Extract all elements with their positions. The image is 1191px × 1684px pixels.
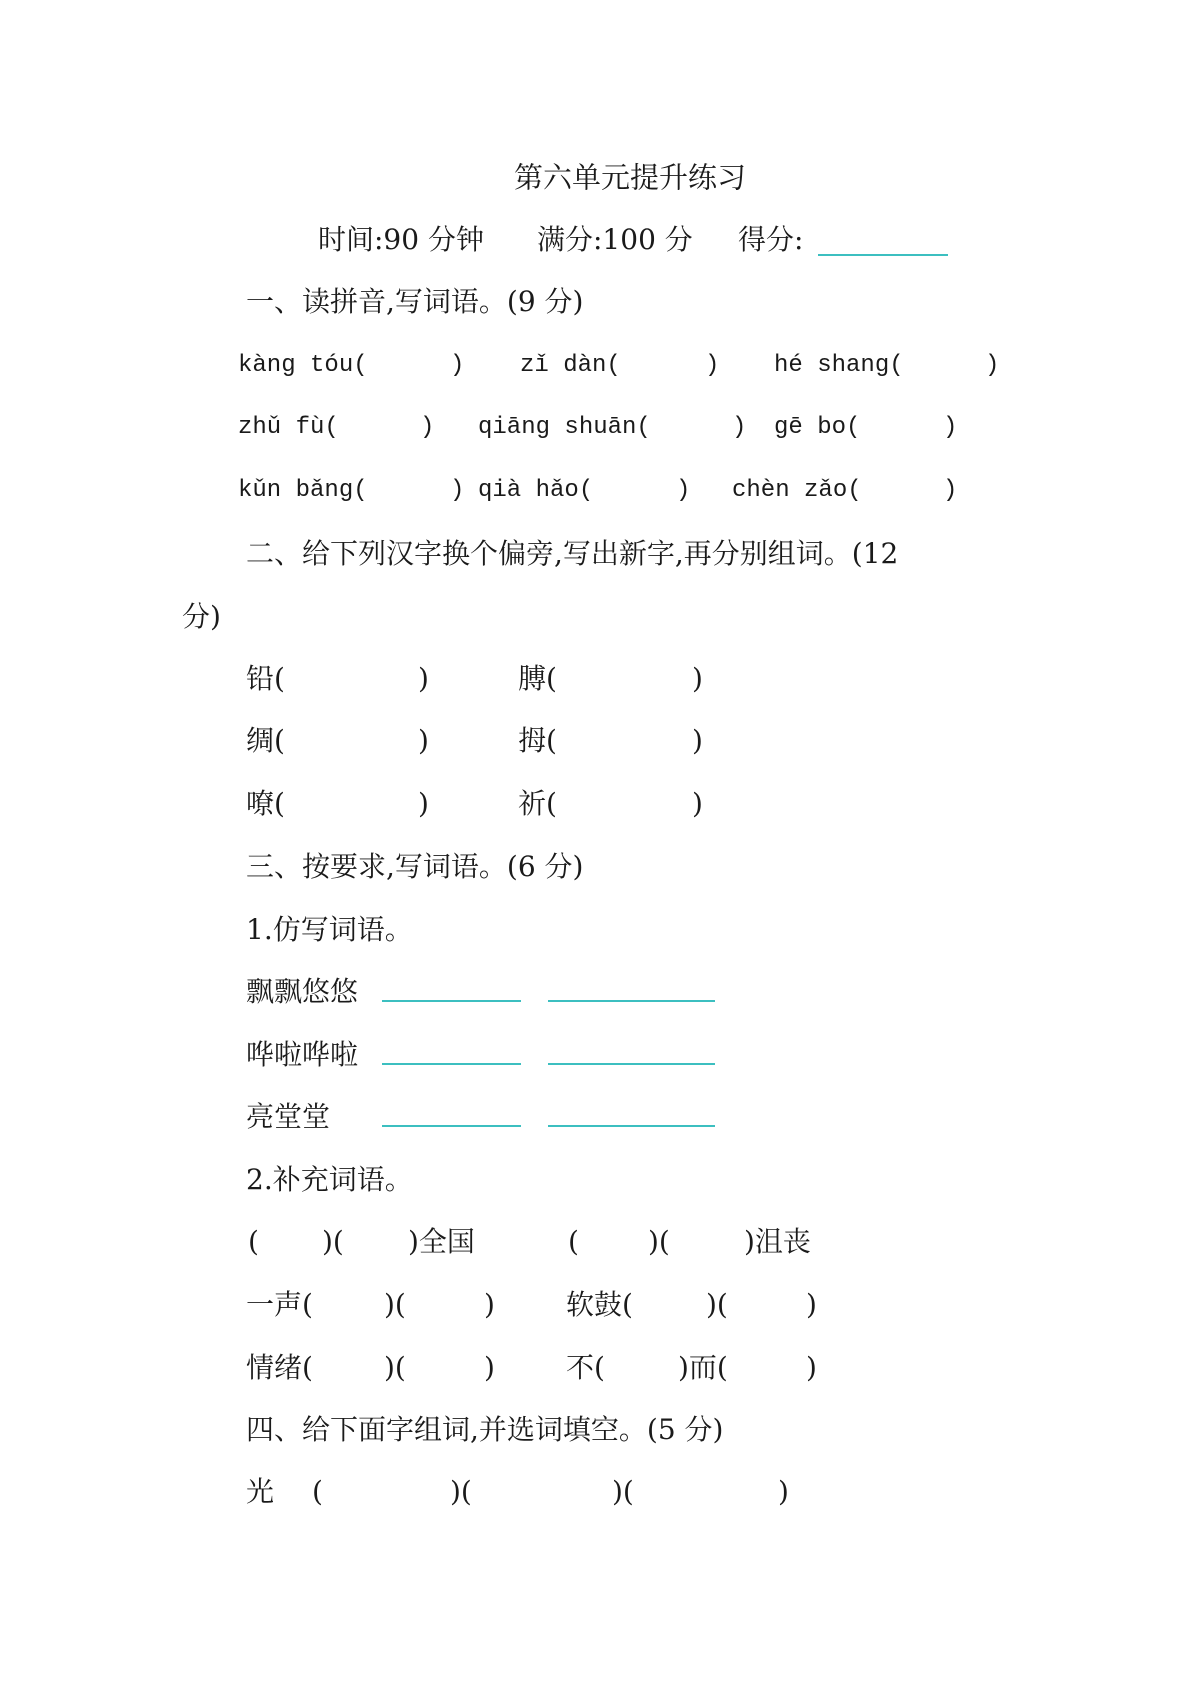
fill-blank-close[interactable]: ): [778, 1475, 789, 1508]
section1-heading: 一、读拼音,写词语。(9 分): [246, 285, 584, 318]
section3-heading: 三、按要求,写词语。(6 分): [246, 850, 584, 883]
pinyin-item: qià hǎo(: [478, 477, 594, 504]
answer-blank-close[interactable]: ): [450, 352, 465, 379]
example-word: 哗啦哗啦: [246, 1038, 359, 1071]
fill-blank[interactable]: )而(: [678, 1351, 728, 1384]
idiom-prefix: 不(: [566, 1351, 605, 1384]
char-item: 膊(: [518, 662, 557, 695]
fill-blank[interactable]: ): [806, 1288, 817, 1321]
full-score-label: 满分:100 分: [537, 223, 693, 256]
fill-blank[interactable]: (: [312, 1475, 323, 1508]
idiom-prefix: 软鼓(: [566, 1288, 633, 1321]
pinyin-item: zǐ dàn(: [520, 352, 621, 379]
answer-line[interactable]: [382, 1000, 521, 1002]
fill-blank[interactable]: )(: [322, 1225, 344, 1258]
pinyin-item: chèn zǎo(: [732, 477, 862, 504]
pinyin-item: gē bo(: [774, 414, 861, 441]
char-item: 铅(: [246, 662, 285, 695]
part1-label: 1.仿写词语。: [246, 913, 413, 946]
answer-blank-close[interactable]: ): [692, 662, 703, 695]
answer-line[interactable]: [548, 1125, 715, 1127]
answer-blank-close[interactable]: ): [705, 352, 720, 379]
fill-blank[interactable]: )(: [706, 1288, 728, 1321]
answer-blank-close[interactable]: ): [985, 352, 1000, 379]
base-char: 光: [246, 1475, 275, 1508]
fill-blank[interactable]: (: [248, 1225, 259, 1258]
example-word: 亮堂堂: [246, 1100, 331, 1133]
fill-blank[interactable]: )(: [384, 1288, 406, 1321]
score-field[interactable]: [818, 254, 948, 256]
answer-line[interactable]: [382, 1063, 521, 1065]
idiom-prefix: 一声(: [246, 1288, 313, 1321]
answer-blank-close[interactable]: ): [943, 477, 958, 504]
pinyin-item: qiāng shuān(: [478, 414, 651, 441]
answer-blank-close[interactable]: ): [418, 662, 429, 695]
char-item: 绸(: [246, 724, 285, 757]
score-label: 得分:: [738, 223, 804, 256]
answer-blank-close[interactable]: ): [420, 414, 435, 441]
fill-blank[interactable]: )(: [648, 1225, 670, 1258]
answer-blank-close[interactable]: ): [418, 787, 429, 820]
answer-blank-close[interactable]: ): [732, 414, 747, 441]
example-word: 飘飘悠悠: [246, 975, 359, 1008]
pinyin-item: kàng tóu(: [238, 352, 368, 379]
section4-heading: 四、给下面字组词,并选词填空。(5 分): [246, 1413, 724, 1446]
pinyin-item: hé shang(: [774, 352, 904, 379]
answer-line[interactable]: [382, 1125, 521, 1127]
pinyin-item: kǔn bǎng(: [238, 477, 368, 504]
fill-blank[interactable]: (: [568, 1225, 579, 1258]
pinyin-item: zhǔ fù(: [238, 414, 339, 441]
part2-label: 2.补充词语。: [246, 1163, 413, 1196]
answer-line[interactable]: [548, 1000, 715, 1002]
idiom-suffix: )全国: [408, 1225, 475, 1258]
char-item: 嘹(: [246, 787, 285, 820]
answer-blank-close[interactable]: ): [676, 477, 691, 504]
answer-blank-close[interactable]: ): [692, 724, 703, 757]
answer-blank-close[interactable]: ): [450, 477, 465, 504]
page-title: 第六单元提升练习: [513, 160, 746, 195]
fill-blank[interactable]: )(: [450, 1475, 472, 1508]
idiom-suffix: )沮丧: [744, 1225, 811, 1258]
fill-blank[interactable]: )(: [384, 1351, 406, 1384]
section2-heading-continued: 分): [182, 600, 221, 633]
answer-blank-close[interactable]: ): [943, 414, 958, 441]
idiom-prefix: 情绪(: [246, 1351, 313, 1384]
time-label: 时间:90 分钟: [318, 223, 484, 256]
fill-blank[interactable]: ): [806, 1351, 817, 1384]
answer-blank-close[interactable]: ): [692, 787, 703, 820]
char-item: 拇(: [518, 724, 557, 757]
section2-heading: 二、给下列汉字换个偏旁,写出新字,再分别组词。(12: [246, 537, 899, 570]
char-item: 祈(: [518, 787, 557, 820]
fill-blank[interactable]: )(: [612, 1475, 634, 1508]
answer-blank-close[interactable]: ): [418, 724, 429, 757]
fill-blank[interactable]: ): [484, 1288, 495, 1321]
fill-blank[interactable]: ): [484, 1351, 495, 1384]
answer-line[interactable]: [548, 1063, 715, 1065]
